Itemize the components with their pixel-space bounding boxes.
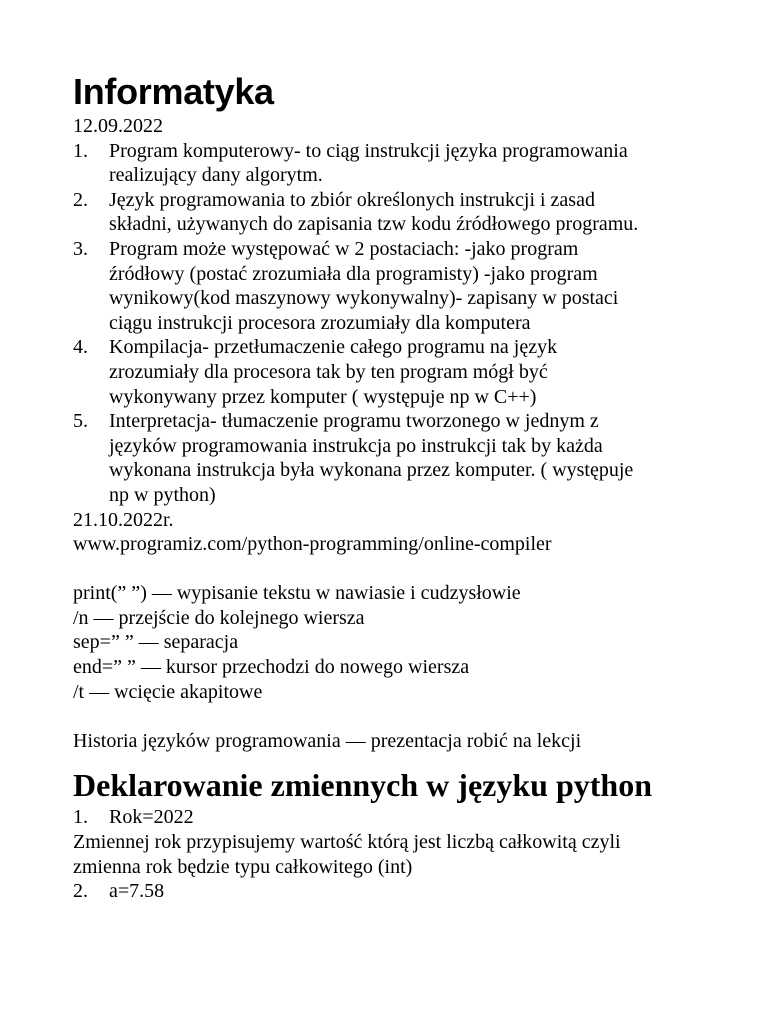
list-item-line: Kompilacja- przetłumaczenie całego programu na język — [109, 336, 558, 359]
list-item — [73, 188, 753, 237]
document-page — [73, 70, 753, 904]
list-item-line: Program komputerowy- to ciąg instrukcji języka programowania — [109, 139, 628, 162]
list-item-number: 1. — [73, 139, 88, 162]
list-item — [73, 139, 753, 188]
list-item-line: języków programowania instrukcja po instrukcji tak by każda — [109, 434, 603, 457]
blank-line — [73, 557, 753, 582]
list-item-line: a=7.58 — [109, 880, 165, 903]
list-item — [73, 237, 753, 335]
variables-list-first — [73, 805, 753, 830]
command-line: /n — przejście do kolejnego wiersza — [73, 606, 365, 629]
paragraph-line: Zmiennej rok przypisujemy wartość którą jest liczbą całkowitą czyli — [73, 831, 621, 854]
definitions-list — [73, 139, 753, 508]
list-item-number: 2. — [73, 188, 88, 211]
list-item-line: składni, używanych do zapisania tzw kodu źródłowego programu. — [109, 213, 639, 236]
list-item — [73, 335, 753, 409]
list-item-line: np w python) — [109, 483, 216, 506]
list-item-number: 4. — [73, 336, 88, 359]
list-item — [73, 805, 753, 830]
command-line: sep=” ” — separacja — [73, 631, 239, 654]
list-item — [73, 879, 753, 904]
compiler-url: www.programiz.com/python-programming/online-compiler — [73, 533, 552, 556]
command-line: end=” ” — kursor przechodzi do nowego wiersza — [73, 656, 470, 679]
list-item-line: zrozumiały dla procesora tak by ten program mógł być — [109, 360, 548, 383]
paragraph-line: zmienna rok będzie typu całkowitego (int) — [73, 855, 413, 878]
list-item-number: 2. — [73, 880, 88, 903]
list-item-number: 5. — [73, 410, 88, 433]
list-item-number: 3. — [73, 237, 88, 260]
date-second: 21.10.2022r. — [73, 508, 174, 531]
list-item-line: Program może występować w 2 postaciach: -jako program — [109, 237, 579, 260]
list-item-line: wynikowy(kod maszynowy wykonywalny)- zapisany w postaci — [109, 287, 619, 310]
date-first: 12.09.2022 — [73, 115, 163, 137]
list-item-line: ciągu instrukcji procesora zrozumiały dla komputera — [109, 311, 531, 334]
list-item-line: realizujący dany algorytm. — [109, 164, 323, 187]
list-item-number: 1. — [73, 806, 88, 829]
list-item-line: Język programowania to zbiór określonych instrukcji i zasad — [109, 188, 595, 211]
list-item-line: wykonywany przez komputer ( występuje np w C++) — [109, 385, 537, 408]
list-item-line: źródłowy (postać zrozumiała dla programisty) -jako program — [109, 262, 598, 285]
variables-list-second — [73, 879, 753, 904]
list-item — [73, 409, 753, 507]
blank-line — [73, 704, 753, 729]
list-item-line: wykonana instrukcja była wykonana przez komputer. ( występuje — [109, 459, 634, 482]
list-item-line: Interpretacja- tłumaczenie programu tworzonego w jednym z — [109, 410, 599, 433]
command-line: print(” ”) — wypisanie tekstu w nawiasie i cudzysłowie — [73, 582, 521, 605]
history-note: Historia języków programowania — prezentacja robić na lekcji — [73, 729, 582, 752]
list-item-line: Rok=2022 — [109, 806, 194, 829]
document-title: Informatyka — [73, 71, 274, 112]
section-heading: Deklarowanie zmiennych w języku python — [73, 767, 652, 804]
command-line: /t — wcięcie akapitowe — [73, 680, 263, 703]
